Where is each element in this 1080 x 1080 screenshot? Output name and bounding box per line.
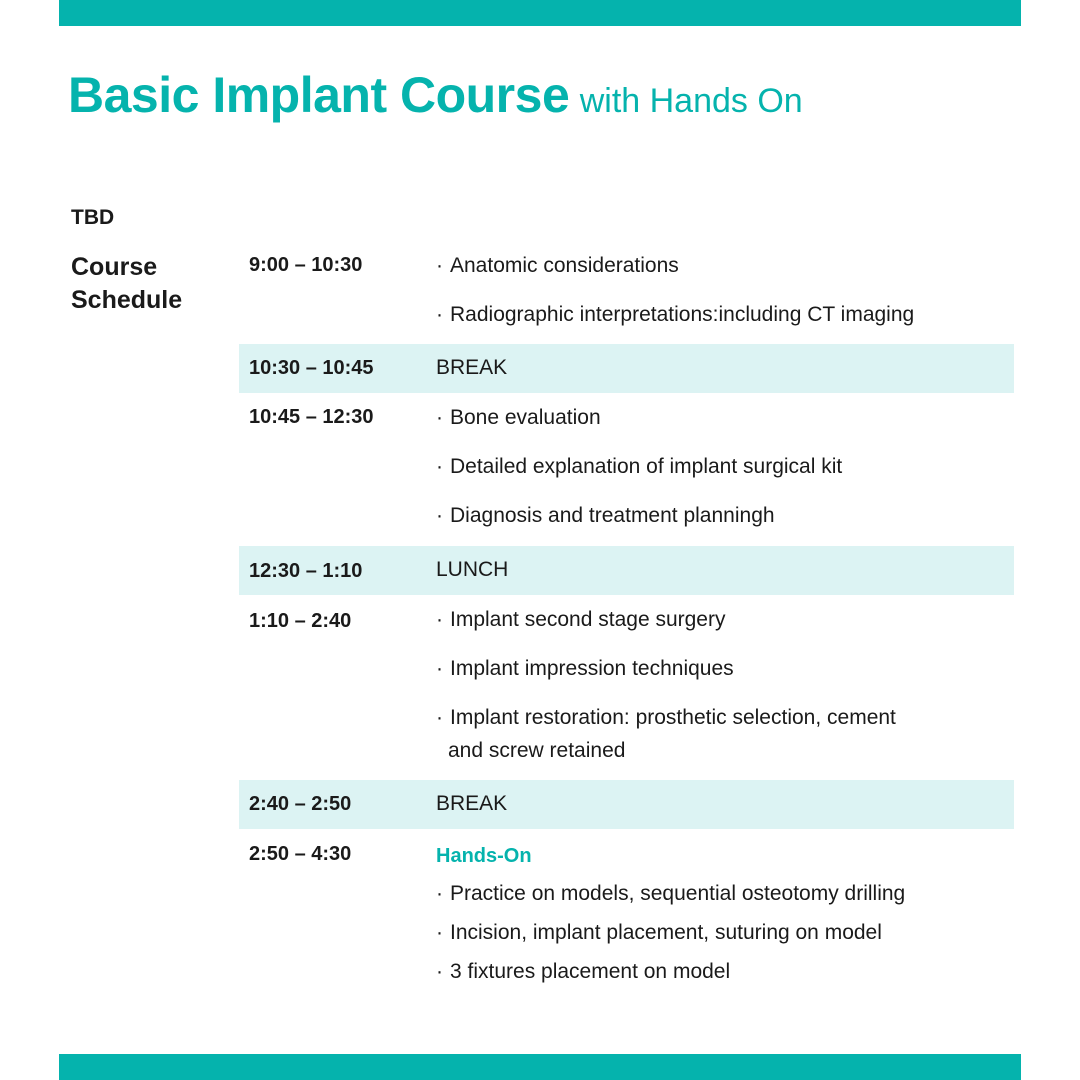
row-item: · 3 fixtures placement on model [436, 960, 731, 983]
row-item: · Incision, implant placement, suturing on model [436, 921, 882, 944]
row-time: 10:45 – 12:30 [249, 406, 374, 428]
schedule-row [239, 605, 1014, 777]
row-time: 9:00 – 10:30 [249, 254, 363, 276]
schedule-row-lunch [239, 546, 1014, 595]
schedule-row [239, 403, 1014, 543]
schedule-row-break [239, 780, 1014, 829]
hands-on-heading: Hands-On [436, 845, 532, 867]
title-main: Basic Implant Course [68, 67, 570, 123]
row-time: 10:30 – 10:45 [249, 357, 374, 379]
row-time: 1:10 – 2:40 [249, 610, 352, 632]
row-item: · Diagnosis and treatment planningh [436, 504, 775, 527]
row-item: · Implant impression techniques [436, 657, 734, 680]
row-time: 12:30 – 1:10 [249, 560, 363, 582]
row-time: 2:40 – 2:50 [249, 793, 352, 815]
schedule-row-hands-on [239, 838, 1014, 998]
row-item: · Bone evaluation [436, 406, 601, 429]
row-label: BREAK [436, 792, 508, 815]
row-label: LUNCH [436, 558, 509, 581]
schedule-row-break [239, 344, 1014, 393]
row-item: · Implant restoration: prosthetic selection, cement [436, 706, 896, 729]
top-accent-bar [59, 0, 1021, 26]
row-item-continuation: and screw retained [448, 739, 626, 762]
schedule-row [239, 251, 1014, 341]
course-date: TBD [71, 206, 115, 229]
row-item: · Practice on models, sequential osteotomy drilling [436, 882, 906, 905]
row-item: · Detailed explanation of implant surgical kit [436, 455, 843, 478]
row-time: 2:50 – 4:30 [249, 843, 352, 865]
row-item: · Implant second stage surgery [436, 608, 726, 631]
schedule-label: Course Schedule [71, 253, 183, 314]
bottom-accent-bar [59, 1054, 1021, 1080]
page-title [68, 66, 803, 124]
row-item: · Radiographic interpretations:including CT imaging [436, 303, 915, 326]
title-sub: with Hands On [579, 82, 803, 120]
row-item: · Anatomic considerations [436, 254, 679, 277]
row-label: BREAK [436, 356, 508, 379]
